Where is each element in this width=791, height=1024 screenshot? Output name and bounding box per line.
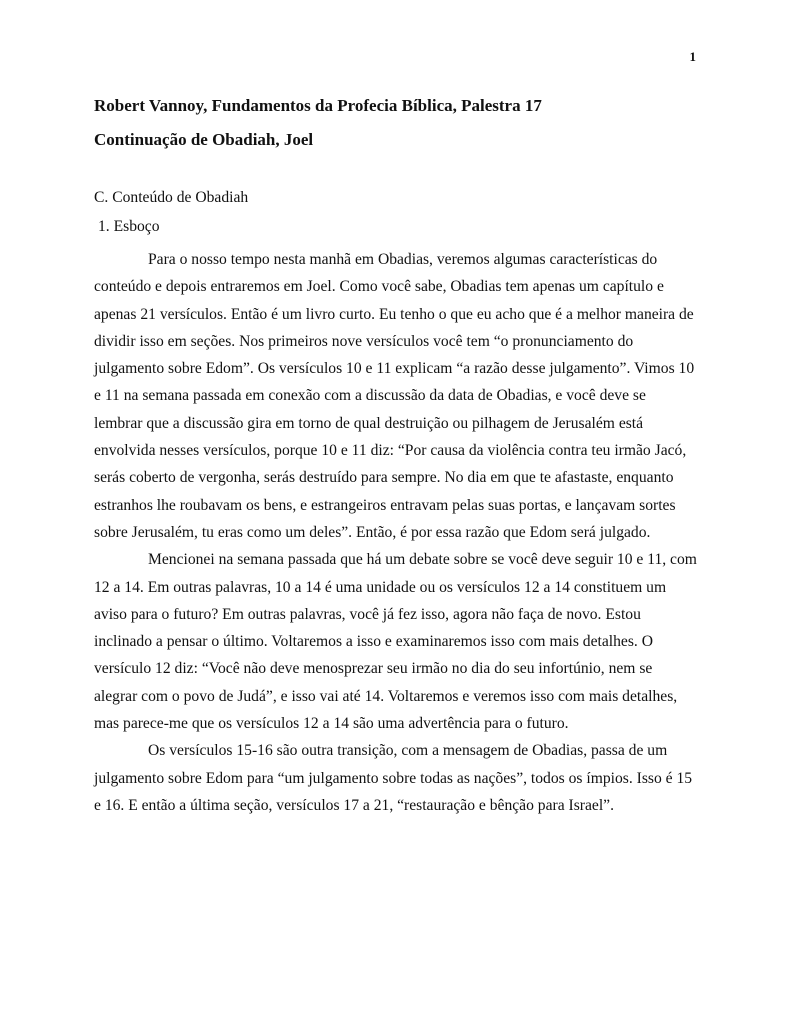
paragraph-3: Os versículos 15-16 são outra transição, com a mensagem de Obadias, passa de um julgamento sobre Edom para “um julgamento sobre todas as nações”, todos os ímpios. Isso é 15 e 16. E então a última seção, versículos 17 a 21, “restauração e bênção para Israel”.: [94, 742, 693, 814]
lecture-title: Robert Vannoy, Fundamentos da Profecia Bíblica, Palestra 17: [94, 96, 542, 115]
subsection-heading: 1. Esboço: [98, 218, 160, 235]
paragraph-1: Para o nosso tempo nesta manhã em Obadias, veremos algumas características do conteúdo e depois entraremos em Joel. Como você sabe, Obadias tem apenas um capítulo e apenas 21 versículos. Então é um livro curto. Eu tenho o que eu acho que é a melhor maneira de dividir isso em seções. Nos primeiros nove versículos você tem “o pronunciamento do julgamento sobre Edom”. Os versículos 10 e 11 explicam “a razão desse julgamento”. Vimos 10 e 11 na semana passada em conexão com a discussão da data de Obadias, e você deve se lembrar que a discussão gira em torno de qual destruição ou pilhagem de Jerusalém está envolvida nesses versículos, porque 10 e 11 diz: “Por causa da violência contra teu irmão Jacó, serás coberto de vergonha, serás destruído para sempre. No dia em que te afastaste, enquanto estranhos lhe roubavam os bens, e estrangeiros entravam pelas suas portas, e lançavam sortes sobre Jerusalém, tu eras como um deles”. Então, é por essa razão que Edom será julgado.: [94, 251, 695, 541]
lecture-subtitle: Continuação de Obadiah, Joel: [94, 130, 314, 149]
section-heading: C. Conteúdo de Obadiah: [94, 189, 249, 206]
body-text: [94, 246, 698, 819]
paragraph-2: Mencionei na semana passada que há um debate sobre se você deve seguir 10 e 11, com 12 a 14. Em outras palavras, 10 a 14 é uma unidade ou os versículos 12 a 14 constituem um aviso para o futuro? Em outras palavras, você já fez isso, agora não faça de novo. Estou inclinado a pensar o último. Voltaremos a isso e examinaremos isso com mais detalhes. O versículo 12 diz: “Você não deve menosprezar seu irmão no dia do seu infortúnio, nem se alegrar com o povo de Judá”, e isso vai até 14. Voltaremos e veremos isso com mais detalhes, mas parece-me que os versículos 12 a 14 são uma advertência para o futuro.: [94, 551, 697, 733]
page-number: 1: [689, 49, 696, 64]
